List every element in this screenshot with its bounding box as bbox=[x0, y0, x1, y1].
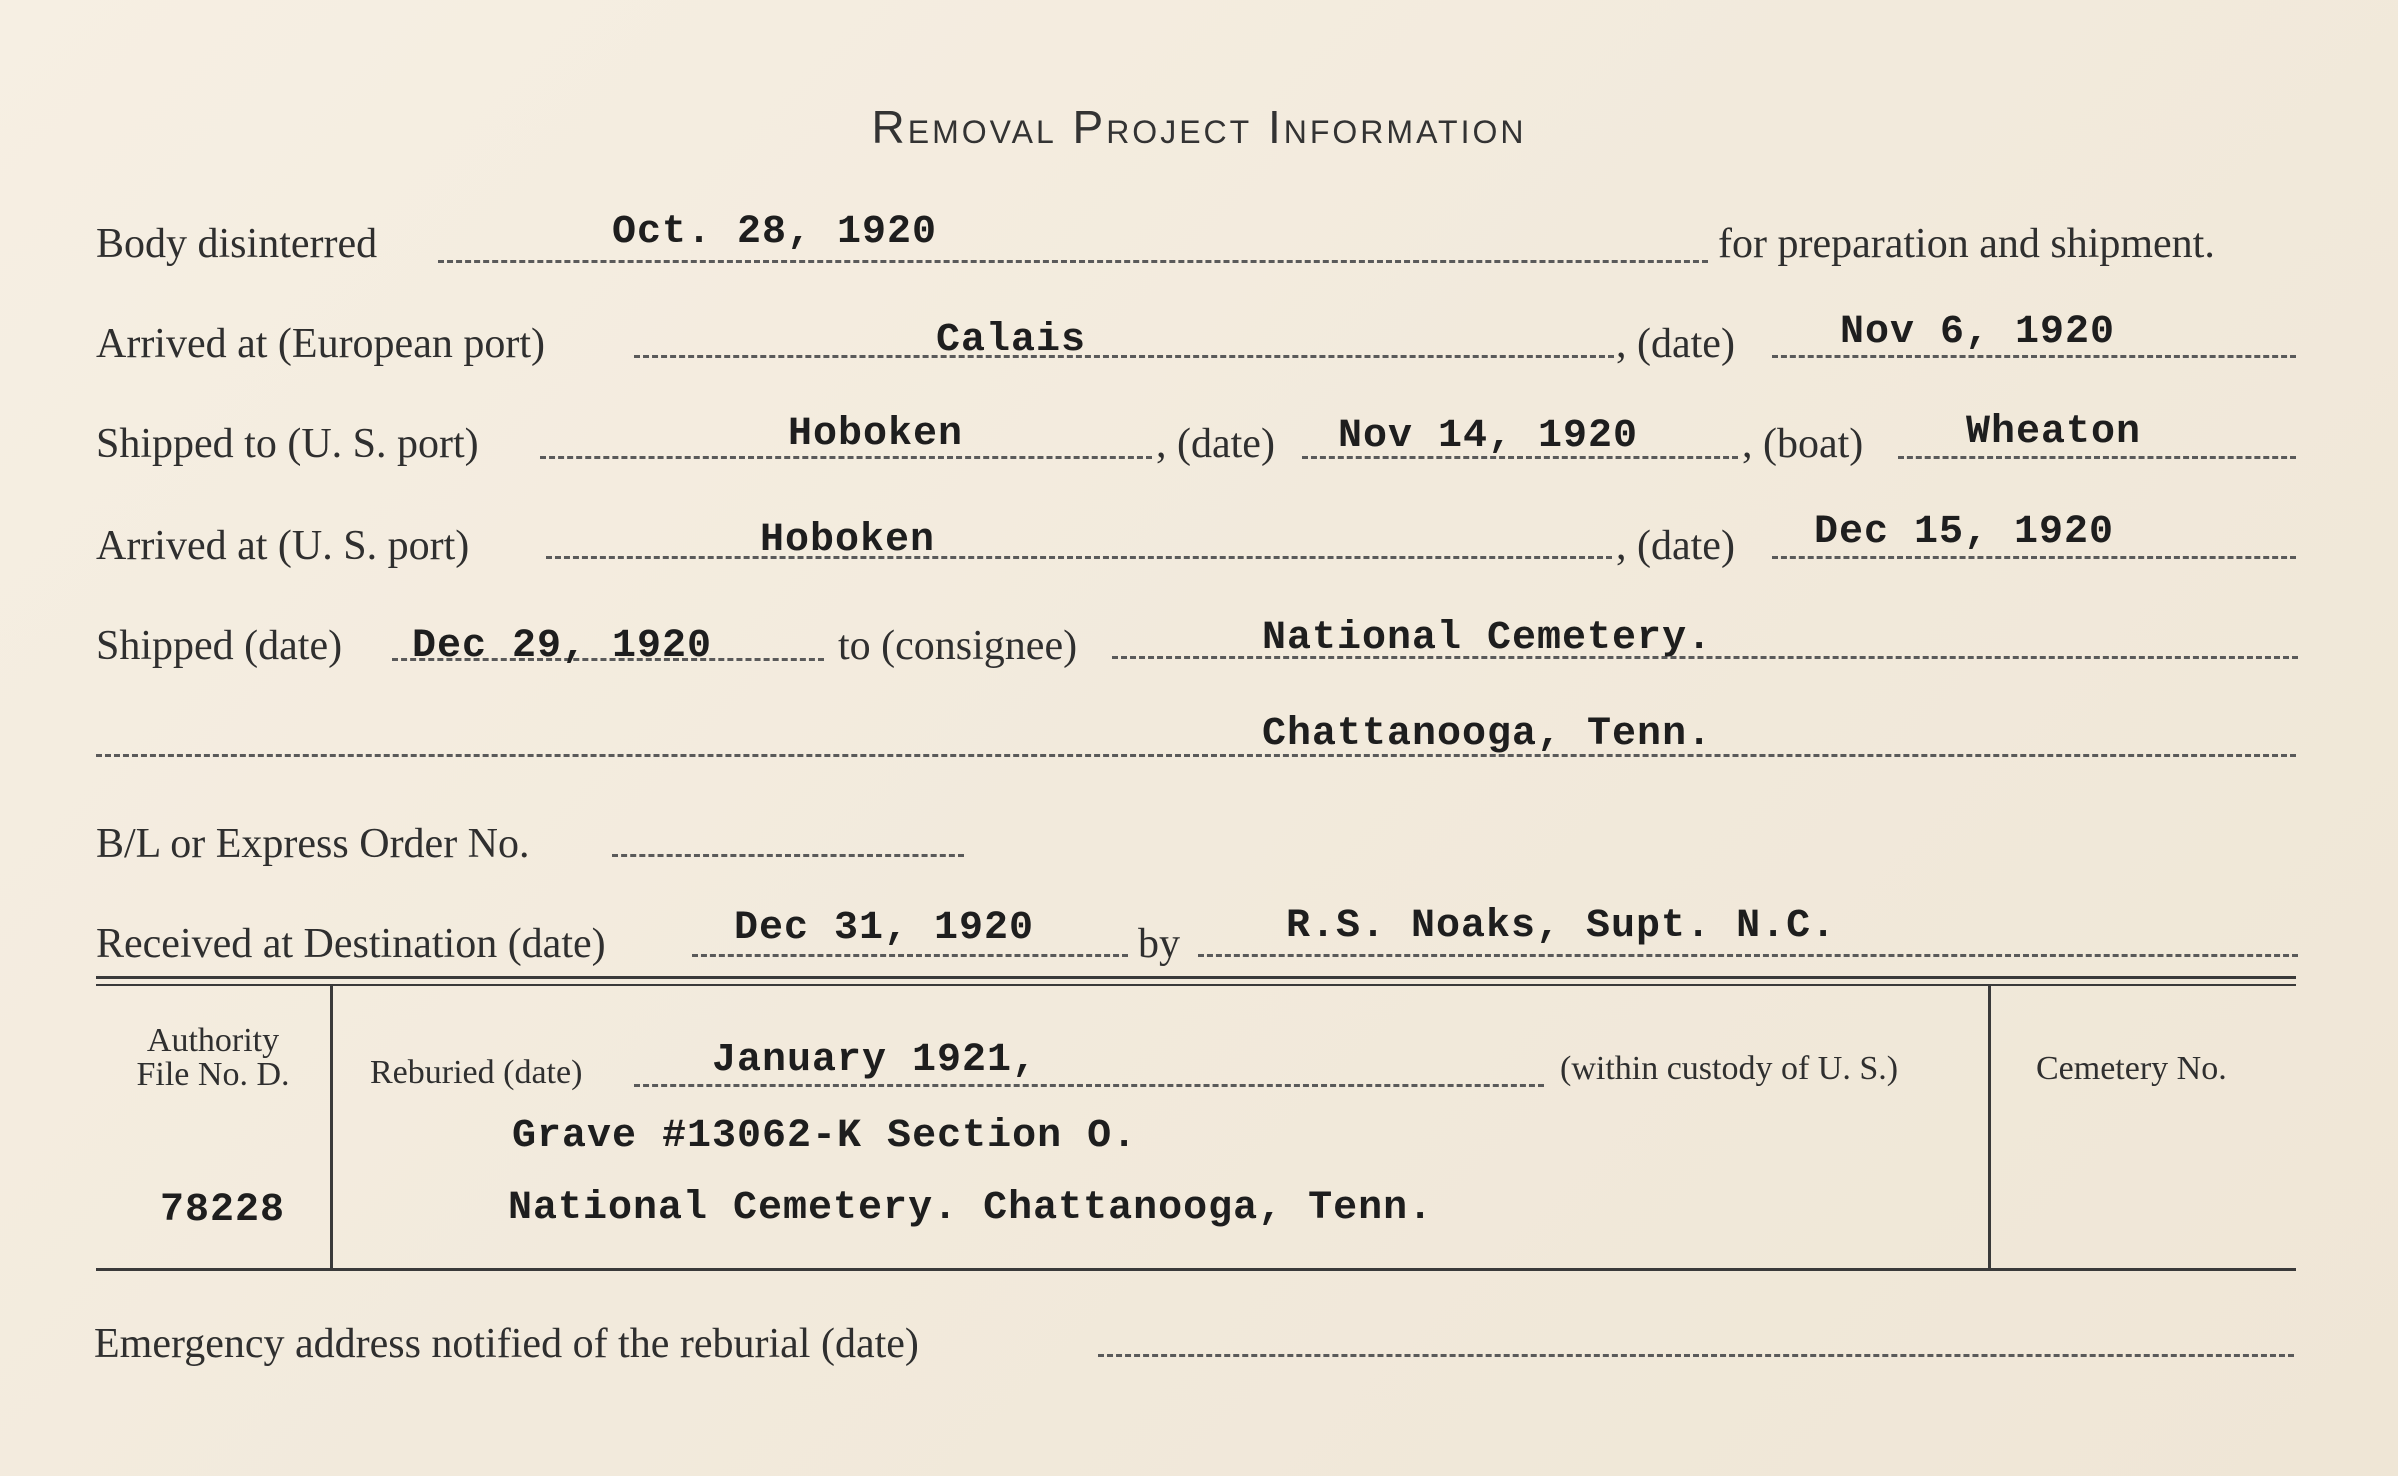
disinterred-date: Oct. 28, 1920 bbox=[612, 210, 938, 255]
consignee-label: to (consignee) bbox=[838, 623, 1078, 669]
cemetery-line: National Cemetery. Chattanooga, Tenn. bbox=[508, 1186, 1434, 1231]
bl-express-label: B/L or Express Order No. bbox=[96, 821, 530, 867]
consignee-line1: National Cemetery. bbox=[1262, 616, 1713, 661]
table-divider-right bbox=[1988, 986, 1991, 1268]
disinterred-suffix: for preparation and shipment. bbox=[1718, 221, 2215, 267]
shipped-us-port-label: Shipped to (U. S. port) bbox=[96, 421, 479, 467]
reburied-date: January 1921, bbox=[712, 1038, 1038, 1083]
received-date-line bbox=[692, 954, 1128, 957]
european-port-value: Calais bbox=[936, 318, 1087, 363]
custody-label: (within custody of U. S.) bbox=[1560, 1050, 1899, 1087]
emergency-address-line bbox=[1098, 1354, 2294, 1357]
received-by-label: by bbox=[1138, 921, 1180, 967]
received-date-value: Dec 31, 1920 bbox=[734, 906, 1035, 951]
authority-file-number: 78228 bbox=[160, 1188, 286, 1233]
reburied-line bbox=[634, 1084, 1544, 1087]
arrived-us-port-label: Arrived at (U. S. port) bbox=[96, 523, 470, 569]
table-bottom-rule bbox=[96, 1268, 2296, 1271]
disinterred-line bbox=[438, 260, 1708, 263]
european-port-label: Arrived at (European port) bbox=[96, 321, 545, 367]
card-title: Removal Project Information bbox=[871, 101, 1527, 153]
arrived-us-port-value: Hoboken bbox=[760, 518, 936, 563]
shipped-us-date-label: , (date) bbox=[1156, 421, 1275, 467]
table-divider-left bbox=[330, 986, 333, 1268]
arrived-us-date-label: , (date) bbox=[1616, 523, 1735, 569]
arrived-us-port-line bbox=[546, 556, 1612, 559]
boat-label: , (boat) bbox=[1742, 421, 1864, 467]
boat-value: Wheaton bbox=[1966, 410, 2142, 455]
european-port-date-label: , (date) bbox=[1616, 321, 1735, 367]
arrived-us-date: Dec 15, 1920 bbox=[1814, 510, 2115, 555]
boat-line bbox=[1898, 456, 2296, 459]
consignee-line2: Chattanooga, Tenn. bbox=[1262, 712, 1713, 757]
received-by-value: R.S. Noaks, Supt. N.C. bbox=[1286, 904, 1837, 949]
consignee-continuation-line bbox=[96, 754, 2296, 757]
european-port-date: Nov 6, 1920 bbox=[1840, 310, 2116, 355]
table-top-rule-1 bbox=[96, 976, 2296, 979]
grave-line: Grave #13062-K Section O. bbox=[512, 1114, 1138, 1159]
authority-line1: Authority bbox=[146, 1022, 280, 1059]
received-by-line bbox=[1198, 954, 2298, 957]
shipped-date-label: Shipped (date) bbox=[96, 623, 343, 669]
shipped-us-port-value: Hoboken bbox=[788, 412, 964, 457]
bl-express-line bbox=[612, 854, 964, 857]
arrived-us-date-line bbox=[1772, 556, 2296, 559]
received-destination-label: Received at Destination (date) bbox=[96, 921, 606, 967]
shipped-us-date: Nov 14, 1920 bbox=[1338, 414, 1639, 459]
cemetery-number-label: Cemetery No. bbox=[2036, 1050, 2227, 1087]
shipped-date-value: Dec 29, 1920 bbox=[412, 624, 713, 669]
authority-label bbox=[96, 1024, 330, 1092]
table-top-rule-2 bbox=[96, 984, 2296, 986]
emergency-address-label: Emergency address notified of the reburial (date) bbox=[94, 1321, 919, 1367]
european-port-line bbox=[634, 355, 1614, 358]
authority-line2: File No. D. bbox=[136, 1056, 290, 1093]
european-port-date-line bbox=[1772, 355, 2296, 358]
body-disinterred-label: Body disinterred bbox=[96, 221, 378, 267]
reburied-label: Reburied (date) bbox=[370, 1054, 583, 1091]
